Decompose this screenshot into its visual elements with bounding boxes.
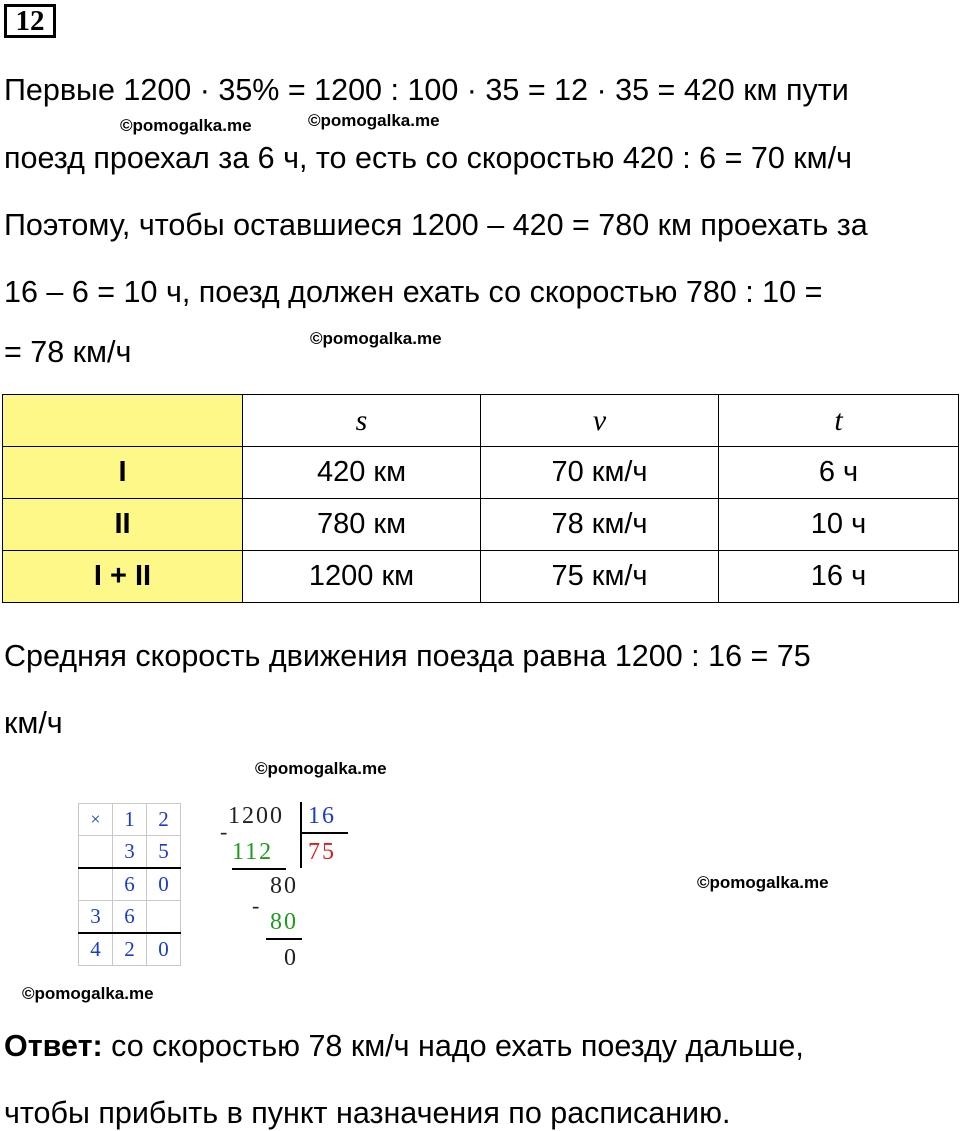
- solution-line-4: 16 – 6 = 10 ч, поезд должен ехать со скоростью 780 : 10 =: [4, 275, 823, 309]
- final-remainder: 0: [284, 945, 298, 971]
- minus-sign-1: -: [220, 819, 230, 844]
- cell-time: 6 ч: [719, 447, 959, 499]
- long-division: [218, 800, 358, 975]
- mult-digit: 3: [79, 901, 113, 934]
- first-subtrahend: 112: [232, 839, 274, 865]
- answer-line-1: [4, 1028, 804, 1064]
- mult-row: [79, 933, 181, 966]
- row-label: II: [3, 499, 243, 551]
- mult-row: [79, 836, 181, 869]
- second-subtrahend: 80: [270, 909, 298, 935]
- solution-line-5: = 78 км/ч: [4, 335, 132, 369]
- mult-digit: [79, 836, 113, 869]
- watermark-4: ©pomogalka.me: [255, 759, 387, 778]
- solution-line-1: Первые 1200 · 35% = 1200 : 100 · 35 = 12 · 35 = 420 км пути: [4, 73, 849, 107]
- cell-time: 16 ч: [719, 551, 959, 603]
- row-label: I: [3, 447, 243, 499]
- mult-digit: 1: [113, 804, 147, 836]
- table-row: [3, 499, 959, 551]
- watermark-5: ©pomogalka.me: [697, 873, 829, 892]
- mult-row: [79, 901, 181, 934]
- watermark-2: ©pomogalka.me: [308, 111, 440, 130]
- mult-digit: [147, 901, 181, 934]
- mult-digit: 0: [147, 933, 181, 966]
- mult-digit: 2: [113, 933, 147, 966]
- cell-speed: 75 км/ч: [481, 551, 719, 603]
- dividend: 1200: [228, 803, 284, 829]
- cell-speed: 70 км/ч: [481, 447, 719, 499]
- row-label: I + II: [3, 551, 243, 603]
- table-corner-cell: [3, 395, 243, 447]
- divisor: 16: [308, 803, 336, 829]
- mult-row: [79, 868, 181, 901]
- motion-table: [2, 394, 959, 603]
- table-row: [3, 551, 959, 603]
- cell-speed: 78 км/ч: [481, 499, 719, 551]
- conclusion-line-1: Средняя скорость движения поезда равна 1200 : 16 = 75: [4, 639, 811, 673]
- division-vertical-line: [300, 802, 302, 868]
- multiply-sign: ×: [79, 804, 113, 836]
- mult-digit: 6: [113, 901, 147, 934]
- first-remainder: 80: [270, 873, 298, 899]
- cell-distance: 780 км: [243, 499, 481, 551]
- mult-digit: 5: [147, 836, 181, 869]
- solution-line-3: Поэтому, чтобы оставшиеся 1200 – 420 = 780 км проехать за: [4, 208, 868, 242]
- table-row: [3, 447, 959, 499]
- header-speed: v: [481, 395, 719, 447]
- solution-line-2: поезд проехал за 6 ч, то есть со скоростью 420 : 6 = 70 км/ч: [4, 141, 852, 175]
- answer-line-2: чтобы прибыть в пункт назначения по расписанию.: [4, 1096, 731, 1130]
- division-line-1: [232, 868, 286, 870]
- divisor-underline: [302, 832, 348, 834]
- table-header-row: [3, 395, 959, 447]
- header-distance: s: [243, 395, 481, 447]
- header-time: t: [719, 395, 959, 447]
- cell-time: 10 ч: [719, 499, 959, 551]
- mult-digit: 6: [113, 868, 147, 901]
- mult-digit: 4: [79, 933, 113, 966]
- mult-digit: 0: [147, 868, 181, 901]
- mult-digit: 3: [113, 836, 147, 869]
- conclusion-line-2: км/ч: [4, 706, 63, 740]
- watermark-6: ©pomogalka.me: [22, 984, 154, 1003]
- mult-digit: 2: [147, 804, 181, 836]
- cell-distance: 1200 км: [243, 551, 481, 603]
- answer-text-1: со скоростью 78 км/ч надо ехать поезду дальше,: [102, 1029, 804, 1063]
- task-number: 12: [4, 4, 56, 38]
- quotient: 75: [308, 839, 336, 865]
- minus-sign-2: -: [252, 893, 262, 918]
- mult-digit: [79, 868, 113, 901]
- watermark-1: ©pomogalka.me: [120, 116, 252, 135]
- answer-label: Ответ:: [4, 1029, 103, 1063]
- division-line-2: [266, 938, 302, 940]
- cell-distance: 420 км: [243, 447, 481, 499]
- multiplication-grid: [78, 803, 181, 966]
- mult-row: [79, 804, 181, 836]
- watermark-3: ©pomogalka.me: [310, 329, 442, 348]
